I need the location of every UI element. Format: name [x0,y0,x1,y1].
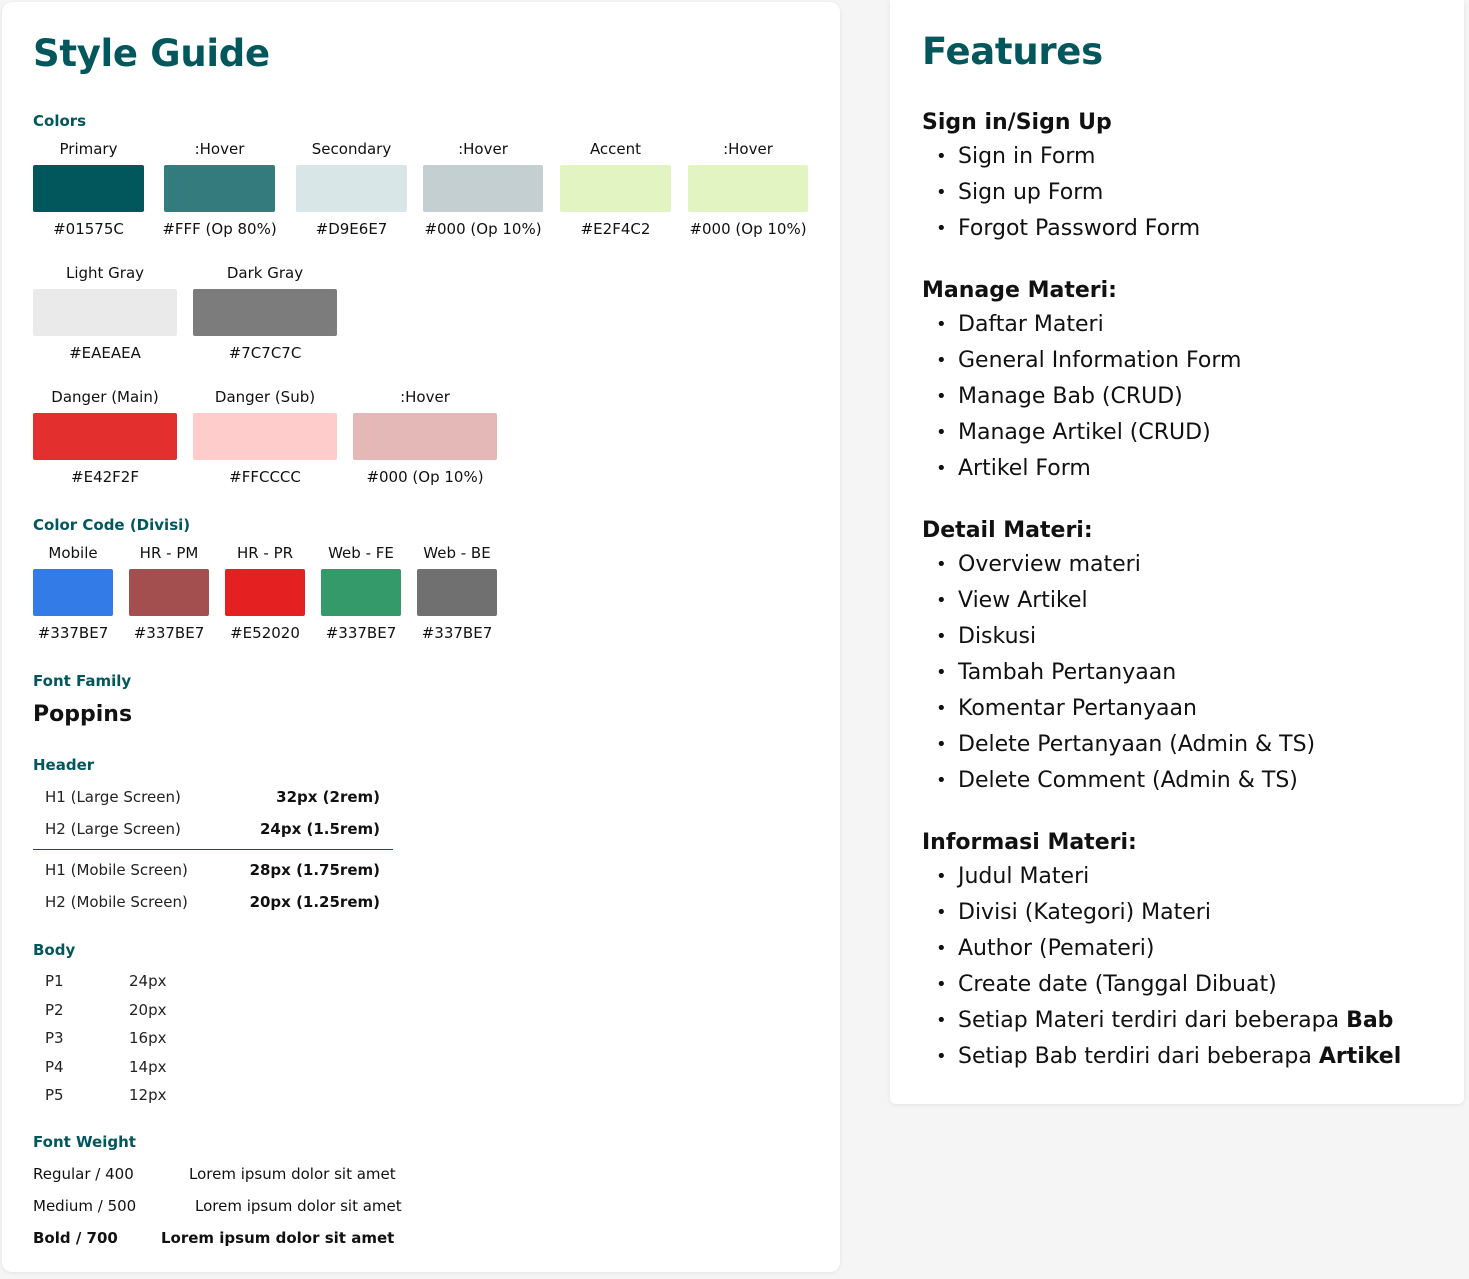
features-card [890,0,1464,1104]
swatch-label: Secondary [311,140,392,158]
feature-section-title: Informasi Materi: [922,830,1137,855]
swatch-hex: #FFF (Op 80%) [162,220,277,238]
feature-section-title: Detail Materi: [922,518,1093,543]
bullet-dot: • [936,422,947,443]
header-size-value: 32px (2rem) [276,788,380,806]
feature-item-text: General Information Form [958,348,1242,373]
color-swatch [33,289,177,336]
swatch-hex: #337BE7 [133,624,205,642]
color-code-label: Color Code (Divisi) [33,516,191,534]
color-swatch [193,289,337,336]
bullet-dot: • [936,902,947,923]
swatch-hex: #E2F4C2 [580,220,651,238]
feature-item [922,655,1315,691]
bullet-dot: • [936,554,947,575]
swatch-hex: #EAEAEA [69,344,141,362]
feature-item-text: Overview materi [958,552,1141,577]
feature-item [922,619,1315,655]
header-size-name: H1 (Large Screen) [45,788,181,806]
font-weight-label: Font Weight [33,1133,136,1151]
feature-item-text: Delete Pertanyaan (Admin & TS) [958,732,1316,757]
feature-item-text: Judul Materi [958,864,1090,889]
swatch-hex: #337BE7 [37,624,109,642]
feature-item [922,1003,1401,1039]
header-size-name: H1 (Mobile Screen) [45,861,188,879]
features-title: Features [922,30,1103,73]
body-label: Body [33,941,76,959]
font-weight-sample: Lorem ipsum dolor sit amet [195,1197,402,1215]
bullet-dot: • [936,386,947,407]
font-weight-name: Medium / 500 [33,1197,137,1215]
swatch-label: :Hover [400,388,450,406]
swatch-label: Web - FE [328,544,394,562]
bullet-dot: • [936,458,947,479]
feature-item [922,1039,1401,1075]
body-size-value: 16px [129,1029,167,1047]
color-swatch [33,569,113,616]
feature-item-text: View Artikel [958,588,1088,613]
feature-item-text: Tambah Pertanyaan [958,660,1177,685]
swatch-hex: #000 (Op 10%) [366,468,484,486]
feature-items [922,859,1401,1075]
feature-item [922,763,1315,799]
feature-section-title: Sign in/Sign Up [922,110,1112,135]
style-guide-card [2,2,840,1272]
bullet-dot: • [936,590,947,611]
feature-item-text: Delete Comment (Admin & TS) [958,768,1298,793]
swatch-label: Dark Gray [226,264,304,282]
header-size-value: 28px (1.75rem) [249,861,380,879]
bullet-dot: • [936,146,947,167]
feature-item [922,727,1315,763]
swatch-label: HR - PM [139,544,199,562]
font-family-name: Poppins [33,702,133,727]
font-weight-name: Bold / 700 [33,1229,118,1247]
feature-item [922,379,1241,415]
feature-item [922,415,1241,451]
feature-item-bold: Bab [1346,1008,1394,1033]
bullet-dot: • [936,938,947,959]
feature-item-text: Setiap Bab terdiri dari beberapa [958,1044,1319,1069]
body-size-name: P4 [45,1057,64,1076]
swatch-hex: #D9E6E7 [315,220,388,238]
feature-item-text: Daftar Materi [958,312,1104,337]
body-size-value: 20px [129,1000,167,1019]
bullet-dot: • [936,974,947,995]
font-weight-sample: Lorem ipsum dolor sit amet [161,1229,395,1247]
bullet-dot: • [936,350,947,371]
swatch-hex: #337BE7 [421,624,493,642]
swatch-label: HR - PR [236,544,294,562]
header-divider [33,849,393,850]
header-size-value: 20px (1.25rem) [249,893,380,911]
bullet-dot: • [936,314,947,335]
feature-item [922,451,1241,487]
feature-item-text: Komentar Pertanyaan [958,696,1197,721]
color-swatch [164,165,275,212]
swatch-label: Danger (Main) [51,388,159,406]
swatch-hex: #E42F2F [71,468,139,486]
feature-item-text: Sign up Form [958,180,1104,205]
swatch-label: :Hover [194,140,245,158]
header-label: Header [33,756,95,774]
feature-item [922,895,1401,931]
bullet-dot: • [936,770,947,791]
feature-item [922,547,1315,583]
body-size-value: 24px [129,972,167,990]
feature-section-title: Manage Materi: [922,278,1117,303]
bullet-dot: • [936,662,947,683]
feature-item-text: Manage Bab (CRUD) [958,384,1183,409]
font-weight-name: Regular / 400 [33,1165,134,1183]
color-swatch [423,165,543,212]
feature-item [922,859,1401,895]
feature-item [922,343,1241,379]
swatch-hex: #000 (Op 10%) [424,220,542,238]
feature-item [922,691,1315,727]
swatch-label: Danger (Sub) [214,388,316,406]
swatch-label: Accent [589,140,642,158]
bullet-dot: • [936,626,947,647]
swatch-hex: #01575C [53,220,124,238]
bullet-dot: • [936,698,947,719]
swatch-label: Mobile [48,544,98,562]
feature-item [922,211,1200,247]
feature-item-text: Author (Pemateri) [958,936,1155,961]
body-size-value: 14px [129,1057,167,1076]
swatch-label: Primary [59,140,118,158]
color-swatch [129,569,209,616]
feature-item-text: Artikel Form [958,456,1091,481]
swatch-hex: #7C7C7C [228,344,302,362]
colors-label: Colors [33,112,87,130]
feature-item [922,139,1200,175]
header-size-name: H2 (Large Screen) [45,820,181,838]
header-size-name: H2 (Mobile Screen) [45,893,188,911]
font-weight-sample: Lorem ipsum dolor sit amet [189,1165,396,1183]
color-swatch [225,569,305,616]
swatch-label: Light Gray [65,264,145,282]
bullet-dot: • [936,734,947,755]
feature-item [922,307,1241,343]
color-swatch [688,165,808,212]
bullet-dot: • [936,218,947,239]
feature-items [922,139,1200,247]
bullet-dot: • [936,866,947,887]
color-swatch [321,569,401,616]
color-swatch [296,165,407,212]
body-size-name: P5 [45,1086,64,1104]
color-swatch [417,569,497,616]
feature-item [922,931,1401,967]
swatch-label: Web - BE [423,544,491,562]
swatch-hex: #FFCCCC [229,468,301,486]
feature-item-text: Setiap Materi terdiri dari beberapa [958,1008,1347,1033]
swatch-hex: #000 (Op 10%) [689,220,807,238]
color-swatch [193,413,337,460]
swatch-label: :Hover [458,140,508,158]
feature-item [922,583,1315,619]
body-size-value: 12px [129,1086,167,1104]
feature-item-text: Manage Artikel (CRUD) [958,420,1211,445]
feature-item-text: Forgot Password Form [958,216,1201,241]
style-guide-title: Style Guide [33,32,270,75]
color-swatch [560,165,671,212]
feature-item-text: Divisi (Kategori) Materi [958,900,1211,925]
feature-item-text: Diskusi [958,624,1037,649]
bullet-dot: • [936,1010,947,1031]
feature-item-text: Sign in Form [958,144,1096,169]
bullet-dot: • [936,1046,947,1067]
swatch-hex: #337BE7 [325,624,397,642]
swatch-hex: #E52020 [230,624,300,642]
feature-item [922,175,1200,211]
bullet-dot: • [936,182,947,203]
feature-items [922,307,1241,487]
header-size-value: 24px (1.5rem) [260,820,380,838]
feature-items [922,547,1315,799]
swatch-label: :Hover [723,140,773,158]
feature-item [922,967,1401,1003]
feature-item-text: Create date (Tanggal Dibuat) [958,972,1277,997]
body-size-name: P1 [45,972,64,990]
feature-item-bold: Artikel [1318,1044,1402,1069]
font-family-label: Font Family [33,672,132,690]
color-swatch [353,413,497,460]
color-swatch [33,413,177,460]
body-size-name: P3 [45,1029,64,1047]
body-size-name: P2 [45,1000,64,1019]
color-swatch [33,165,144,212]
